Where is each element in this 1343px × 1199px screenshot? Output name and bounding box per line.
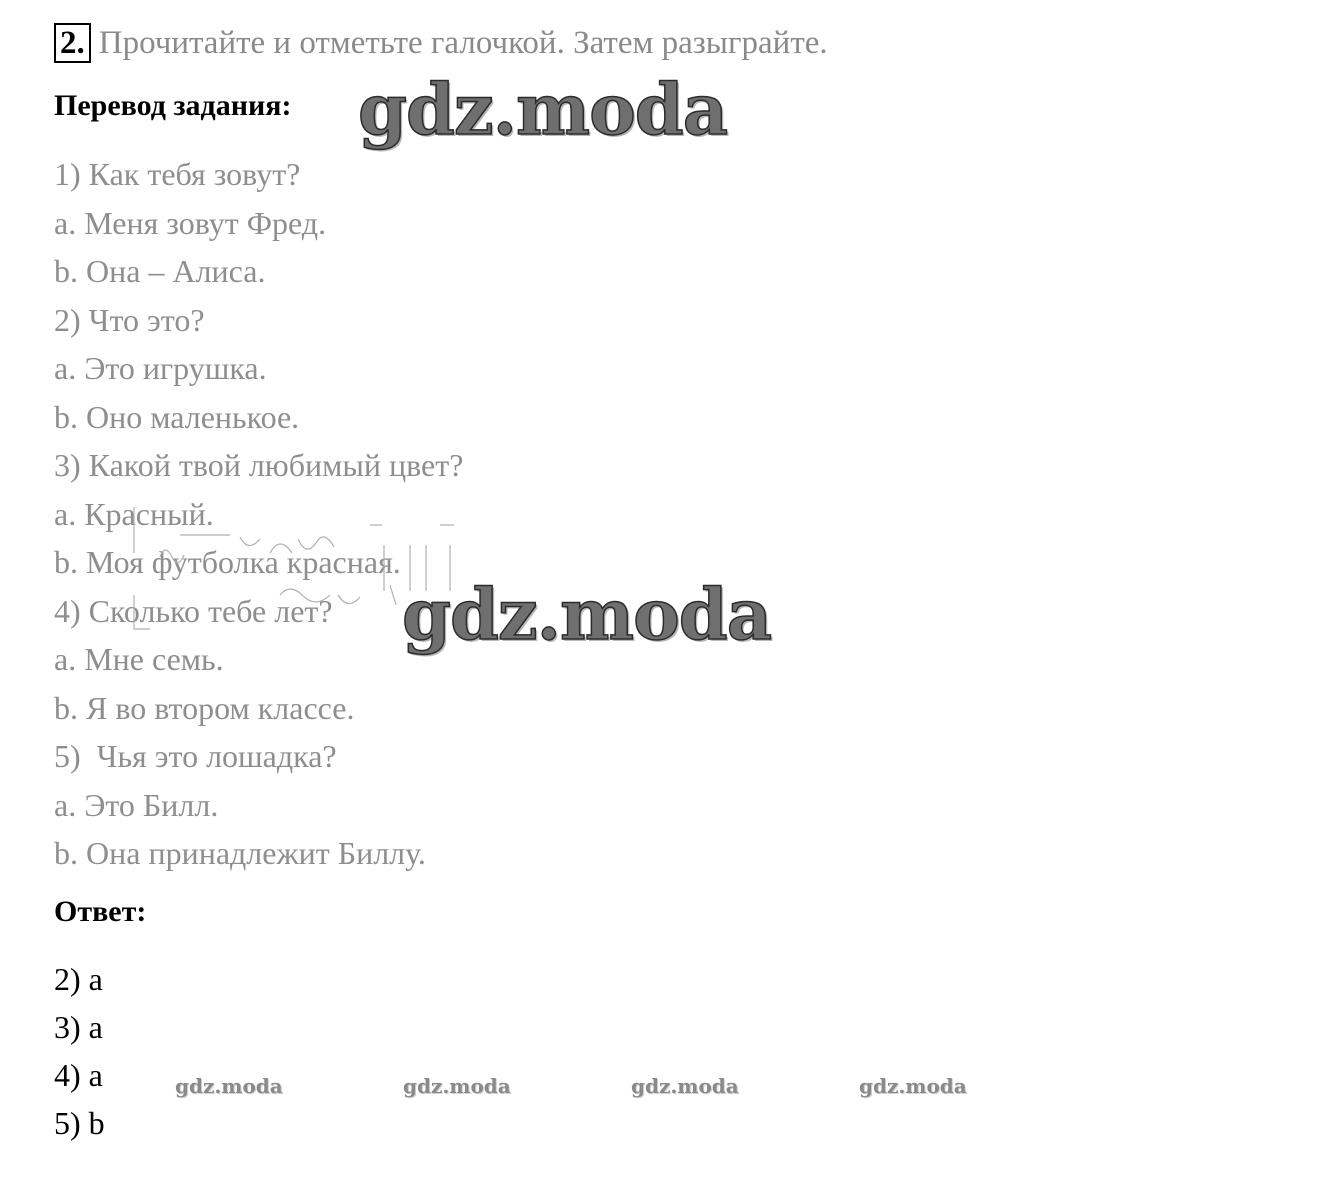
task-instruction: Прочитайте и отметьте галочкой. Затем разыграйте.	[98, 25, 828, 61]
translation-line: a. Это игрушка.	[54, 350, 267, 386]
translation-line: 5) Чья это лошадка?	[54, 738, 337, 774]
watermark-logo-top: gdz.moda	[358, 68, 728, 151]
watermark-small: gdz.moda	[175, 1074, 283, 1098]
translation-line: 1) Как тебя зовут?	[54, 156, 301, 192]
translation-line: a. Меня зовут Фред.	[54, 204, 327, 241]
task-header	[54, 22, 828, 64]
translation-line: b. Моя футболка красная.	[54, 544, 401, 580]
translation-line: a. Мне семь.	[54, 641, 224, 677]
answer-line: 5) b	[54, 1105, 105, 1141]
translation-line: b. Она – Алиса.	[54, 253, 266, 289]
translation-title: Перевод задания:	[54, 89, 292, 122]
answer-line: 4) a	[54, 1057, 103, 1093]
translation-line: a. Это Билл.	[54, 786, 219, 823]
translation-line: 4) Сколько тебе лет?	[54, 592, 333, 629]
watermark-small: gdz.moda	[631, 1074, 739, 1098]
translation-line: 2) Что это?	[54, 301, 205, 338]
translation-line: 3) Какой твой любимый цвет?	[54, 447, 464, 483]
answer-title: Ответ:	[54, 895, 147, 928]
task-number-box: 2.	[54, 23, 91, 63]
translation-line: a. Красный.	[54, 495, 214, 532]
watermark-small: gdz.moda	[859, 1074, 967, 1098]
translation-line: b. Она принадлежит Биллу.	[54, 835, 426, 871]
translation-line: b. Оно маленькое.	[54, 398, 300, 435]
answer-line: 3) a	[54, 1009, 103, 1045]
translation-line: b. Я во втором классе.	[54, 689, 355, 726]
answer-line: 2) a	[54, 961, 103, 997]
watermark-logo-middle: gdz.moda	[402, 573, 772, 656]
answer-list	[54, 955, 105, 1147]
watermark-small: gdz.moda	[403, 1074, 511, 1098]
